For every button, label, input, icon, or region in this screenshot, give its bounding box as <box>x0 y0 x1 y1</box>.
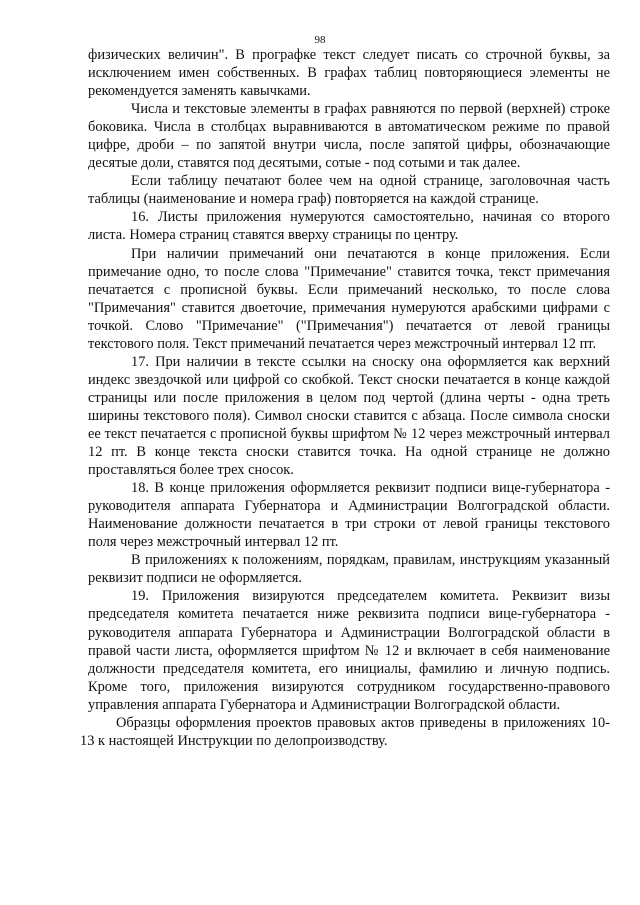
paragraph-item-17: 17. При наличии в тексте ссылки на сноску она оформляется как верхний индекс звездочкой или цифрой со скобкой. Текст сноски печатается в конце каждой страницы или после приложения в целом под чертой (длина черты - одна треть ширины текстового поля). Символ сноски ставится с абзаца. После символа сноски ее текст печатается с прописной буквы шрифтом № 12 через межстрочный интервал 12 пт. В конце текста сноски ставится точка. На одной странице не должно проставляться более трех сносок. <box>88 353 610 479</box>
document-body <box>80 46 610 750</box>
paragraph-table-text-rules: физических величин". В прографке текст следует писать со строчной буквы, за исключением имен собственных. В графах таблиц повторяющиеся элементы не рекомендуется заменять кавычками. <box>88 47 610 100</box>
paragraph-samples-reference: Образцы оформления проектов правовых актов приведены в приложениях 10-13 к настоящей Инструкции по делопроизводству. <box>80 714 610 749</box>
paragraph-table-header-repeat: Если таблицу печатают более чем на одной странице, заголовочная часть таблицы (наименование и номера граф) повторяется на каждой странице. <box>88 173 610 208</box>
paragraph-notes: При наличии примечаний они печатаются в конце приложения. Если примечание одно, то после слова "Примечание" ставится точка, текст примечания печатается с прописной буквы. Если примечаний несколько, то после слова "Примечания" ставится двоеточие, примечания нумеруются арабскими цифрами с точкой. Слово "Примечание" ("Примечания") печатается от левой границы текстового поля. Текст примечаний печатается через межстрочный интервал 12 пт. <box>88 245 610 352</box>
paragraph-item-19: 19. Приложения визируются председателем комитета. Реквизит визы председателя комитета печатается ниже реквизита подписи вице-губернатора - руководителя аппарата Губернатора и Администрации Волгоградской области в правой части листа, оформляется шрифтом № 12 и включает в себя наименование должности председателя комитета, его инициалы, фамилию и личную подпись. Кроме того, приложения визируются сотрудником государственно-правового управления аппарата Губернатора и Администрации Волгоградской области. <box>88 588 610 713</box>
page-number: 98 <box>314 34 326 46</box>
paragraph-item-16: 16. Листы приложения нумеруются самостоятельно, начиная со второго листа. Номера страниц ставятся вверху страницы по центру. <box>88 209 610 244</box>
paragraph-signature-exception: В приложениях к положениям, порядкам, правилам, инструкциям указанный реквизит подписи не оформляется. <box>88 552 610 587</box>
paragraph-number-alignment: Числа и текстовые элементы в графах равняются по первой (верхней) строке боковика. Числа в столбцах выравниваются в автоматическом режиме по правой цифре, дроби – по запятой внутри числа, после запятой цифры, обозначающие десятые доли, ставятся под десятыми, сотые - под сотыми и так далее. <box>88 101 610 172</box>
paragraph-item-18: 18. В конце приложения оформляется реквизит подписи вице-губернатора - руководителя аппарата Губернатора и Администрации Волгоградской области. Наименование должности печатается в три строки от левой границы текстового поля через межстрочный интервал 12 пт. <box>88 480 610 551</box>
